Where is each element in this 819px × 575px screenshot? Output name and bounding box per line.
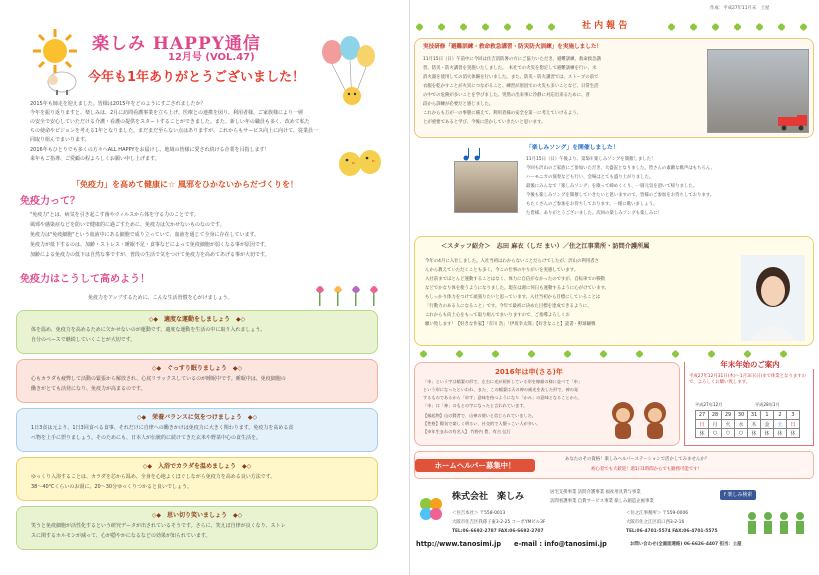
eto-line: 【性格】陽気で楽しく明るい、社交的で人懐っこい人が多い。 — [423, 421, 541, 426]
calendar-day: 月 — [709, 420, 722, 429]
song-title: 「楽しみソング」を開催しました！ — [526, 145, 619, 151]
tip-line: 働きがとても活発になり、免疫力が高まるのです。 — [31, 386, 146, 392]
tip-line: 38〜40℃くらいのお湯に、20〜30分ゆっくりつかると良いでしょう。 — [31, 484, 193, 490]
drill-line: とが重要であると学び、今後に活かしていきたいと思います。 — [423, 120, 546, 125]
song-line: 今回も沢山のご家族にご参加いただき、大盛況となりました。皆さんの素敵な歌声はもちろん、 — [526, 166, 715, 171]
company-name: 株式会社 楽しみ — [452, 492, 525, 502]
calendar-day: 日 — [696, 420, 709, 429]
tip-box-nutrition — [16, 408, 378, 452]
drill-line: 消火器を使用しての消火体験を行いました。また、防災・防火講習では、ストーブの前で — [423, 75, 599, 80]
silhouette-people — [744, 510, 810, 536]
tip-title: ◇◆ 思い切り笑いましょう ◆◇ — [151, 512, 243, 519]
calendar-date: 1 — [761, 411, 774, 420]
section-title: 「免疫力」を高めて健康に☆ 風邪をひかないからだづくりを！ — [72, 180, 298, 189]
inquiry-line: お問い合わせ(全画面連絡) 06-6626-4407 担当：土屋 — [630, 542, 742, 547]
q1-line: 風邪や感染症などを防いで健康的に過ごすために、免疫力は欠かせないものなのです。 — [30, 222, 225, 228]
drill-line: これからも万が一の事態に備えて、利用者様の安全を第一に考えていけるよう、 — [423, 111, 581, 116]
clover-icon — [668, 24, 675, 31]
drill-section — [414, 38, 814, 138]
tip-title: ◇◆ 栄養バランスに気をつけましょう ◆◇ — [136, 414, 258, 421]
song-line: 11月15日（日）午後より、第5回 楽しみソングを開催しました！ — [526, 157, 656, 162]
drill-line: 衣服を乾かすことが火災につながること、練習が原因での火災も多いことなど、日常生活 — [423, 84, 599, 89]
eto-line: 【縁起物】山の賢者で、山神の使いと信じられていました。 — [423, 413, 536, 418]
drill-line: 習、防災・防火講習を実施いたしました。 本社での火災を想定して避難訓練を行い、水 — [423, 66, 597, 71]
clover-icon — [416, 24, 423, 31]
q2-intro: 免疫力をアップするために、こんな生活習慣を心がけましょう。 — [88, 295, 233, 301]
email-link[interactable]: e-mail : info@tanosimi.jp — [514, 540, 607, 548]
clover-icon — [756, 24, 763, 31]
staff-section — [414, 236, 814, 346]
calendar-day: 木 — [748, 420, 761, 429]
clover-icon — [734, 24, 741, 31]
tip-line: ゆっくり入浴することは、カラダを芯から温め、全身を心地よくほぐしながら免疫力を高める良い方法です。 — [31, 474, 276, 480]
office1-line: 大阪市住吉区我孫子東3-2-25 コーポYMビル3F — [452, 520, 546, 525]
clover-icon — [460, 24, 467, 31]
service-line: 訪問看護事業 自費サービス事業 楽しみ創造企画事業 — [550, 499, 654, 504]
tip-line: 体を温め、免疫力を高めるために欠かせないのが運動です。適度な運動を生活の中に取り入れましょう。 — [31, 327, 266, 333]
tip-line: 自分のペースで継続していくことが大切です。 — [31, 337, 136, 343]
eto-section — [414, 362, 680, 446]
monkeys-icon — [605, 393, 675, 443]
greeting-line: 今年を振り返りますと、楽しみは、2月に訪問看護事業を立ち上げ、医療との連携を図り、利用者様、ご家族様により一層 — [30, 110, 303, 116]
facebook-search-button[interactable]: f 楽しみ検索 — [720, 490, 756, 500]
calendar-status: ○ — [722, 429, 735, 438]
greeting-line: 来年もご指導、ご愛顧の程よろしくお願い申し上げます。 — [30, 156, 160, 162]
eto-line: 「申」は「神」のもとの字になったと言われています。 — [423, 403, 528, 408]
eto-line: 【申年生まれの有名人】 竹野内 豊、有吉 弘行 — [423, 429, 511, 434]
clover-icon — [504, 24, 511, 31]
calendar-day: 水 — [735, 420, 748, 429]
calendar-date: 2 — [774, 411, 787, 420]
office1-line: TEL:06-6692-2787 FAX:06-6692-2707 — [452, 529, 544, 534]
staff-line: これからも向上心をもって取り組んでまいりますので、ご指導よろしくお — [425, 313, 570, 318]
calendar-header-dec: 平成27年12月 — [695, 402, 723, 407]
clover-divider — [416, 351, 816, 359]
clover-icon — [690, 24, 697, 31]
helper-banner — [414, 451, 814, 479]
helper-line: あなたのその資格！楽しみヘルパーステーションで活かしてみませんか？ — [565, 457, 710, 462]
staff-line: んから教えていただくことも多く、今この仕事のやりがいを実感しています。 — [425, 268, 579, 273]
drill-title: 実技研修「避難訓練・救命救急講習・防災防火訓練」を実施しました！ — [423, 44, 603, 50]
tip-title: ◇◆ ぐっすり眠りましょう ◆◇ — [151, 365, 243, 372]
calendar-date: 31 — [748, 411, 761, 420]
fire-truck-icon — [777, 113, 809, 131]
clover-icon — [564, 351, 571, 358]
tip-box-sleep — [16, 359, 378, 403]
tip-line: 笑うと免疫細胞が活性化するという研究データが出されているそうです。さらに、笑えば自律が良くなり、ストレ — [31, 523, 286, 529]
issue-number: 12月号 (VOL.47) — [168, 52, 255, 63]
flowers-icon — [308, 282, 388, 308]
calendar-status: 休 — [748, 429, 761, 438]
staff-title: ＜スタッフ紹介＞ 志田 麻衣（しだ まい）／住之江事業所・訪問介護所属 — [441, 243, 650, 250]
newyear-text: 平成27年12月31日(木)〜1月3日(日)まで休業となりますので、よろしくお願い致します。 — [689, 374, 807, 385]
clover-icon — [778, 24, 785, 31]
song-section — [414, 143, 814, 231]
office2-line: 大阪市住之江区浜口西3-2-16 — [626, 520, 685, 525]
song-line: 今後も楽しみソングを開催していきたいと思いますので、皆様のご参加をお待ちしております。 — [526, 193, 715, 198]
clover-icon — [456, 351, 463, 358]
clover-icon — [600, 351, 607, 358]
calendar-status: 休 — [761, 429, 774, 438]
calendar-status: ○ — [735, 429, 748, 438]
calendar-status: 休 — [774, 429, 787, 438]
tip-line: べ物を上手に摂りましょう。そのためにも、日本人が伝統的に続けてきた玄米や野菜中心の食生活を。 — [31, 435, 262, 441]
office2-line: TEL:06-4701-5574 FAX:06-4701-5575 — [626, 529, 718, 534]
calendar-day: 金 — [761, 420, 774, 429]
newyear-section — [684, 362, 814, 446]
q1-line: 免疫力は"免疫細胞"という血液中にある細胞で成り立っていて、血液を通じて全身に存在しています。 — [30, 232, 260, 238]
staff-line: 「行動力のある人になること」です。今年で最初に決めた目標を達成できるように、 — [425, 304, 592, 309]
calendar-date: 28 — [709, 411, 722, 420]
greeting-line: の安全で安心していただける介護・看護の提供をスタートすることができました。また、新しい年の職員も多く、改めて私た — [30, 119, 310, 125]
holiday-calendar — [695, 410, 800, 438]
left-page — [0, 0, 409, 575]
q2-title: 免疫力はこうして高めよう！ — [20, 274, 150, 285]
staff-line: 願い致します！【好きな作家】「有川 浩」「伊坂幸太郎」【好きなこと】読書・野球観戦 — [425, 322, 596, 327]
calendar-day: 火 — [722, 420, 735, 429]
calendar-day: 日 — [787, 420, 800, 429]
newyear-title: 年末年始のご案内 — [685, 360, 815, 369]
company-footer — [414, 484, 814, 570]
drill-line: の中での危険が多いことを学びました。突然の出来事に冷静に対応出来るために、普 — [423, 93, 590, 98]
drill-line: 11月15日（日）午前中に今回は住吉消防署の方にご協力いただき、避難訓練、救命救急講 — [423, 57, 601, 62]
staff-line: 入社前までほとんど運動することはなく、体力に自信がなかったのですが、自転車での移動 — [425, 277, 605, 282]
clover-icon — [438, 24, 445, 31]
song-line: もたくさんのご参加をお待ちしております。一緒に歌いましょう。 — [526, 202, 658, 207]
staff-line: 今年の4月に入社しました。入社当初はわからないことだらけでしたが、沢山の利用者さ — [425, 259, 600, 264]
clover-icon — [548, 24, 555, 31]
report-title: 社 内 報 告 — [582, 21, 628, 31]
chicks-icon — [336, 140, 384, 180]
clover-icon — [800, 24, 807, 31]
song-line: 最後にみんなで「楽しみソング」を歌って締めくくり、一層元気を頂いて帰りました。 — [526, 184, 698, 189]
eto-line: という形になったといわれ、また、この稲妻は天の神の威光を表した形で、神の発 — [423, 387, 579, 392]
q1-line: "免疫力"とは、病気を引き起こす菌やウィルスから体を守る力のことです。 — [30, 212, 199, 218]
website-link[interactable]: http://www.tanosimi.jp — [416, 540, 502, 548]
helper-title: ホームヘルパー募集中！ — [415, 459, 535, 472]
calendar-status: ○ — [709, 429, 722, 438]
calendar-day: 土 — [774, 420, 787, 429]
greeting-line: 2016年もひとりでも多くの方々へALL HAPPYをお届けし、地域の皆様に愛され続ける企業を目指します！ — [30, 147, 270, 153]
service-line: 居宅支援事業 訪問介護事業 福祉用具貸与事業 — [550, 490, 641, 495]
helper-line: 初心者でも大歓迎！週1日1時間からでも勤務可能です！ — [591, 467, 702, 472]
tip-line: 1日3食は元より、1日3回食べる食事、それだけに自律への働きかけは免疫力に大きく関わります。免疫力を高める食 — [31, 425, 294, 431]
newsletter-brand: 楽しみ HAPPY通信 — [92, 34, 261, 54]
clover-icon — [528, 351, 535, 358]
calendar-status: 休 — [696, 429, 709, 438]
clover-icon — [482, 24, 489, 31]
staff-line: などでかなり体を使うようになりました。現在は週に何日も運動するように心がけています。 — [425, 286, 610, 291]
clover-icon — [744, 351, 751, 358]
q1-line: 加齢による免疫力の低下は自然な事ですが、普段の生活で気をつけて免疫力を高めてあげる事が大切です。 — [30, 252, 270, 258]
tip-box-bath — [16, 457, 378, 501]
tip-line: 心もカラダも疲弊して活動の緊張から解放され、心底リラックスしているのが睡眠中です。睡眠中は、免疫細胞の — [31, 376, 286, 382]
eto-line: するものであるから「申す」意味を持つようになり「かみ」の意味となることから、 — [423, 395, 583, 400]
clover-icon — [420, 351, 427, 358]
clover-icon — [672, 351, 679, 358]
song-photo — [454, 161, 518, 213]
staff-portrait — [741, 255, 805, 341]
clover-icon — [492, 351, 499, 358]
music-notes-icon — [462, 147, 484, 161]
calendar-date: 27 — [696, 411, 709, 420]
clover-icon — [780, 351, 787, 358]
office2-line: ＜住之江事務所＞ 〒559-0006 — [626, 511, 689, 516]
calendar-date: 3 — [787, 411, 800, 420]
company-logo-icon — [416, 494, 446, 524]
clover-icon — [526, 24, 533, 31]
tip-title: ◇◆ 入浴でカラダを温めましょう ◆◇ — [142, 463, 252, 470]
calendar-date: 30 — [735, 411, 748, 420]
q1-title: 免疫力って？ — [20, 196, 80, 207]
drill-line: 段から訓練が必要だと感じました。 — [423, 102, 494, 107]
clover-icon — [708, 351, 715, 358]
song-line: た皆様、ありがとうございました。次回の楽しみソングも楽しみに！ — [526, 211, 663, 216]
calendar-date: 29 — [722, 411, 735, 420]
greeting-line: 2015年も師走を迎えました。皆様は2015年をどのようにすごされましたか？ — [30, 101, 206, 107]
created-note: 作成：平成27年11月末 土屋 — [710, 6, 770, 11]
song-line: ハーモニカの演奏なども行い、会場はとても盛り上がりました。 — [526, 175, 654, 180]
headline: 今年も1年ありがとうございました！ — [88, 70, 306, 85]
balloons-icon — [312, 34, 382, 114]
eto-line: 「申」という字は稲妻の形で、左右に光が屈折している形を線描の様に並べて「申」 — [423, 379, 583, 384]
q1-line: 免疫力が低下するのは、加齢・ストレス・睡眠不足・食事などによって免疫細胞が弱くなる事が原因です。 — [30, 242, 270, 248]
tip-title: ◇◆ 適度な運動をしましょう ◆◇ — [148, 316, 246, 323]
clover-icon — [712, 24, 719, 31]
tip-box-exercise — [16, 310, 378, 354]
tip-box-laugh — [16, 506, 378, 550]
tip-line: スに関するホルモンが減って、心が穏やかになるなどの効果が知られています。 — [31, 533, 211, 539]
office1-line: ＜住吉本社＞ 〒558-0013 — [452, 511, 506, 516]
calendar-header-jan: 平成28年1月 — [755, 402, 780, 407]
clover-icon — [636, 351, 643, 358]
greeting-line: 同取り組んでまいります。 — [30, 137, 90, 143]
right-page — [409, 0, 819, 575]
greeting-line: ちの使命やビジョンを考える1年となりました。まだまだ至らない点はありますが、これからもサービス向上に向けて、従業員一 — [30, 128, 318, 134]
sheep-icon — [44, 66, 80, 96]
calendar-status: 休 — [787, 429, 800, 438]
staff-line: もしっかり体力をつけて頑張りたいと思っています。入社当初から目標にしていることは — [425, 295, 601, 300]
eto-title: 2016年は申(さる)年 — [495, 368, 563, 376]
people-icon — [744, 510, 810, 536]
